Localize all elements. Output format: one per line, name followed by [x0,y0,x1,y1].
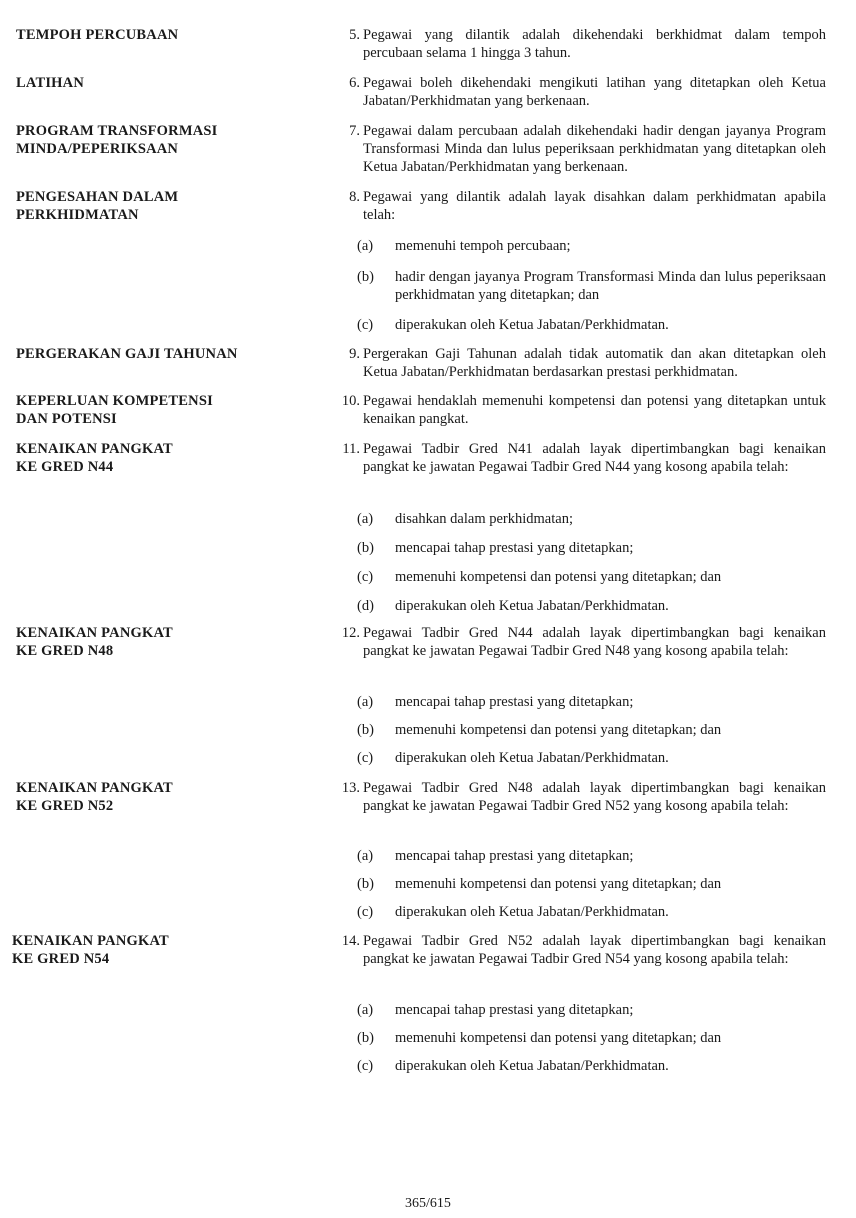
section-heading: LATIHAN [16,75,85,91]
section-heading: PROGRAM TRANSFORMASI MINDA/PEPERIKSAAN [16,123,218,157]
list-item-text: mencapai tahap prestasi yang ditetapkan; [395,848,634,864]
section-number: 12. [341,625,360,641]
section-heading: PENGESAHAN DALAM PERKHIDMATAN [16,189,179,223]
section-number: 13. [341,780,360,796]
section-text: Pegawai yang dilantik adalah dikehendaki berkhidmat dalam tempoh percubaan selama 1 hingga 3 tahun. [363,27,826,61]
list-item-text: diperakukan oleh Ketua Jabatan/Perkhidmatan. [395,750,669,766]
list-item-label: (d) [357,598,374,614]
list-item-label: (a) [357,511,374,527]
section-heading: KENAIKAN PANGKAT KE GRED N44 [16,441,173,475]
list-item-text: mencapai tahap prestasi yang ditetapkan; [395,694,634,710]
section-heading: TEMPOH PERCUBAAN [16,27,179,43]
list-item-label: (b) [357,269,374,285]
list-item-label: (c) [357,569,374,585]
list-item-label: (b) [357,876,374,892]
section-number: 5. [349,27,360,43]
list-item-text: memenuhi kompetensi dan potensi yang ditetapkan; dan [395,1030,722,1046]
list-item-label: (b) [357,722,374,738]
section-text: Pegawai Tadbir Gred N44 adalah layak dipertimbangkan bagi kenaikan pangkat ke jawatan Pegawai Tadbir Gred N48 yang kosong apabila telah: [363,625,826,659]
page-number: 365/615 [405,1196,451,1211]
list-item-text: mencapai tahap prestasi yang ditetapkan; [395,1002,634,1018]
section-text: Pegawai Tadbir Gred N41 adalah layak dipertimbangkan bagi kenaikan pangkat ke jawatan Pegawai Tadbir Gred N44 yang kosong apabila telah: [363,441,826,475]
list-item-label: (c) [357,904,374,920]
section-heading: KEPERLUAN KOMPETENSI DAN POTENSI [16,393,213,427]
section-number: 9. [349,346,360,362]
list-item-text: mencapai tahap prestasi yang ditetapkan; [395,540,634,556]
list-item-label: (a) [357,1002,374,1018]
section-text: Pegawai dalam percubaan adalah dikehendaki hadir dengan jayanya Program Transformasi Minda dan lulus peperiksaan perkhidmatan yang ditetapkan oleh Ketua Jabatan/Perkhidmatan yang berkenaan. [363,123,826,175]
section-number: 6. [349,75,360,91]
section-heading: KENAIKAN PANGKAT KE GRED N48 [16,625,173,659]
list-item-text: disahkan dalam perkhidmatan; [395,511,573,527]
list-item-text: memenuhi kompetensi dan potensi yang ditetapkan; dan [395,569,722,585]
list-item-label: (b) [357,540,374,556]
section-text: Pegawai Tadbir Gred N48 adalah layak dipertimbangkan bagi kenaikan pangkat ke jawatan Pegawai Tadbir Gred N52 yang kosong apabila telah: [363,780,826,814]
list-item-label: (a) [357,848,374,864]
list-item-label: (c) [357,317,374,333]
list-item-text: memenuhi tempoh percubaan; [395,238,571,254]
list-item-label: (c) [357,750,374,766]
list-item-label: (a) [357,694,374,710]
section-heading: PERGERAKAN GAJI TAHUNAN [16,346,238,362]
section-number: 10. [341,393,360,409]
list-item-text: memenuhi kompetensi dan potensi yang ditetapkan; dan [395,876,722,892]
section-number: 14. [341,933,360,949]
section-text: Pegawai yang dilantik adalah layak disahkan dalam perkhidmatan apabila telah: [363,189,826,223]
list-item-text: diperakukan oleh Ketua Jabatan/Perkhidmatan. [395,598,669,614]
list-item-label: (a) [357,238,374,254]
section-text: Pegawai hendaklah memenuhi kompetensi dan potensi yang ditetapkan untuk kenaikan pangkat. [363,393,826,427]
list-item-label: (c) [357,1058,374,1074]
section-number: 11. [342,441,360,457]
section-text: Pegawai boleh dikehendaki mengikuti latihan yang ditetapkan oleh Ketua Jabatan/Perkhidmatan yang berkenaan. [363,75,826,109]
list-item-label: (b) [357,1030,374,1046]
section-heading: KENAIKAN PANGKAT KE GRED N54 [12,933,169,967]
section-text: Pegawai Tadbir Gred N52 adalah layak dipertimbangkan bagi kenaikan pangkat ke jawatan Pegawai Tadbir Gred N54 yang kosong apabila telah: [363,933,826,967]
list-item-text: memenuhi kompetensi dan potensi yang ditetapkan; dan [395,722,722,738]
section-number: 7. [349,123,360,139]
list-item-text: diperakukan oleh Ketua Jabatan/Perkhidmatan. [395,1058,669,1074]
list-item-text: diperakukan oleh Ketua Jabatan/Perkhidmatan. [395,904,669,920]
section-number: 8. [349,189,360,205]
section-heading: KENAIKAN PANGKAT KE GRED N52 [16,780,173,814]
list-item-text: hadir dengan jayanya Program Transformasi Minda dan lulus peperiksaan perkhidmatan yang ditetapkan; dan [395,269,826,303]
section-text: Pergerakan Gaji Tahunan adalah tidak automatik dan akan ditetapkan oleh Ketua Jabatan/Perkhidmatan berdasarkan prestasi perkhidmatan. [363,346,826,380]
list-item-text: diperakukan oleh Ketua Jabatan/Perkhidmatan. [395,317,669,333]
